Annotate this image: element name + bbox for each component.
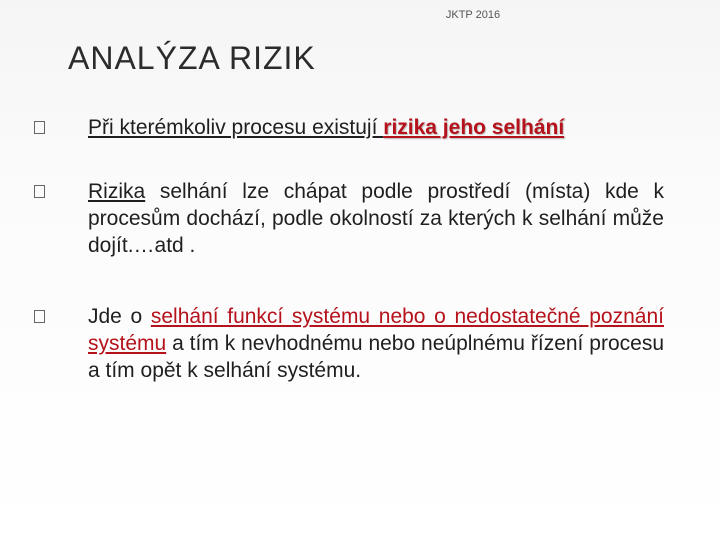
bullet-2-keyword: Rizika: [88, 180, 146, 203]
bullet-list: [28, 114, 664, 384]
bullet-1-text: Při kterémkoliv procesu existují: [88, 116, 384, 139]
bullet-item-1: [28, 114, 664, 141]
page-title: ANALÝZA RIZIK: [68, 40, 316, 76]
bullet-3-highlight: selhání funkcí systému nebo o nedostatečné poznání systému: [88, 305, 664, 355]
bullet-3-text-end: a tím k nevhodnému nebo neúplnému řízení procesu a tím opět k selhání systému.: [88, 332, 664, 382]
checkbox-bullet-icon: [34, 121, 45, 134]
bullet-3-text-start: Jde o: [88, 305, 151, 328]
checkbox-bullet-icon: [34, 310, 45, 323]
bullet-1-highlight: rizika jeho selhání: [383, 116, 565, 139]
header-label: JKTP 2016: [445, 9, 501, 21]
checkbox-bullet-icon: [34, 185, 45, 198]
bullet-item-3: [28, 303, 664, 384]
bullet-2-text: selhání lze chápat podle prostředí (místa) kde k procesům dochází, podle okolností za kterých k selhání může dojít.…atd .: [88, 180, 664, 257]
bullet-item-2: [28, 178, 664, 259]
